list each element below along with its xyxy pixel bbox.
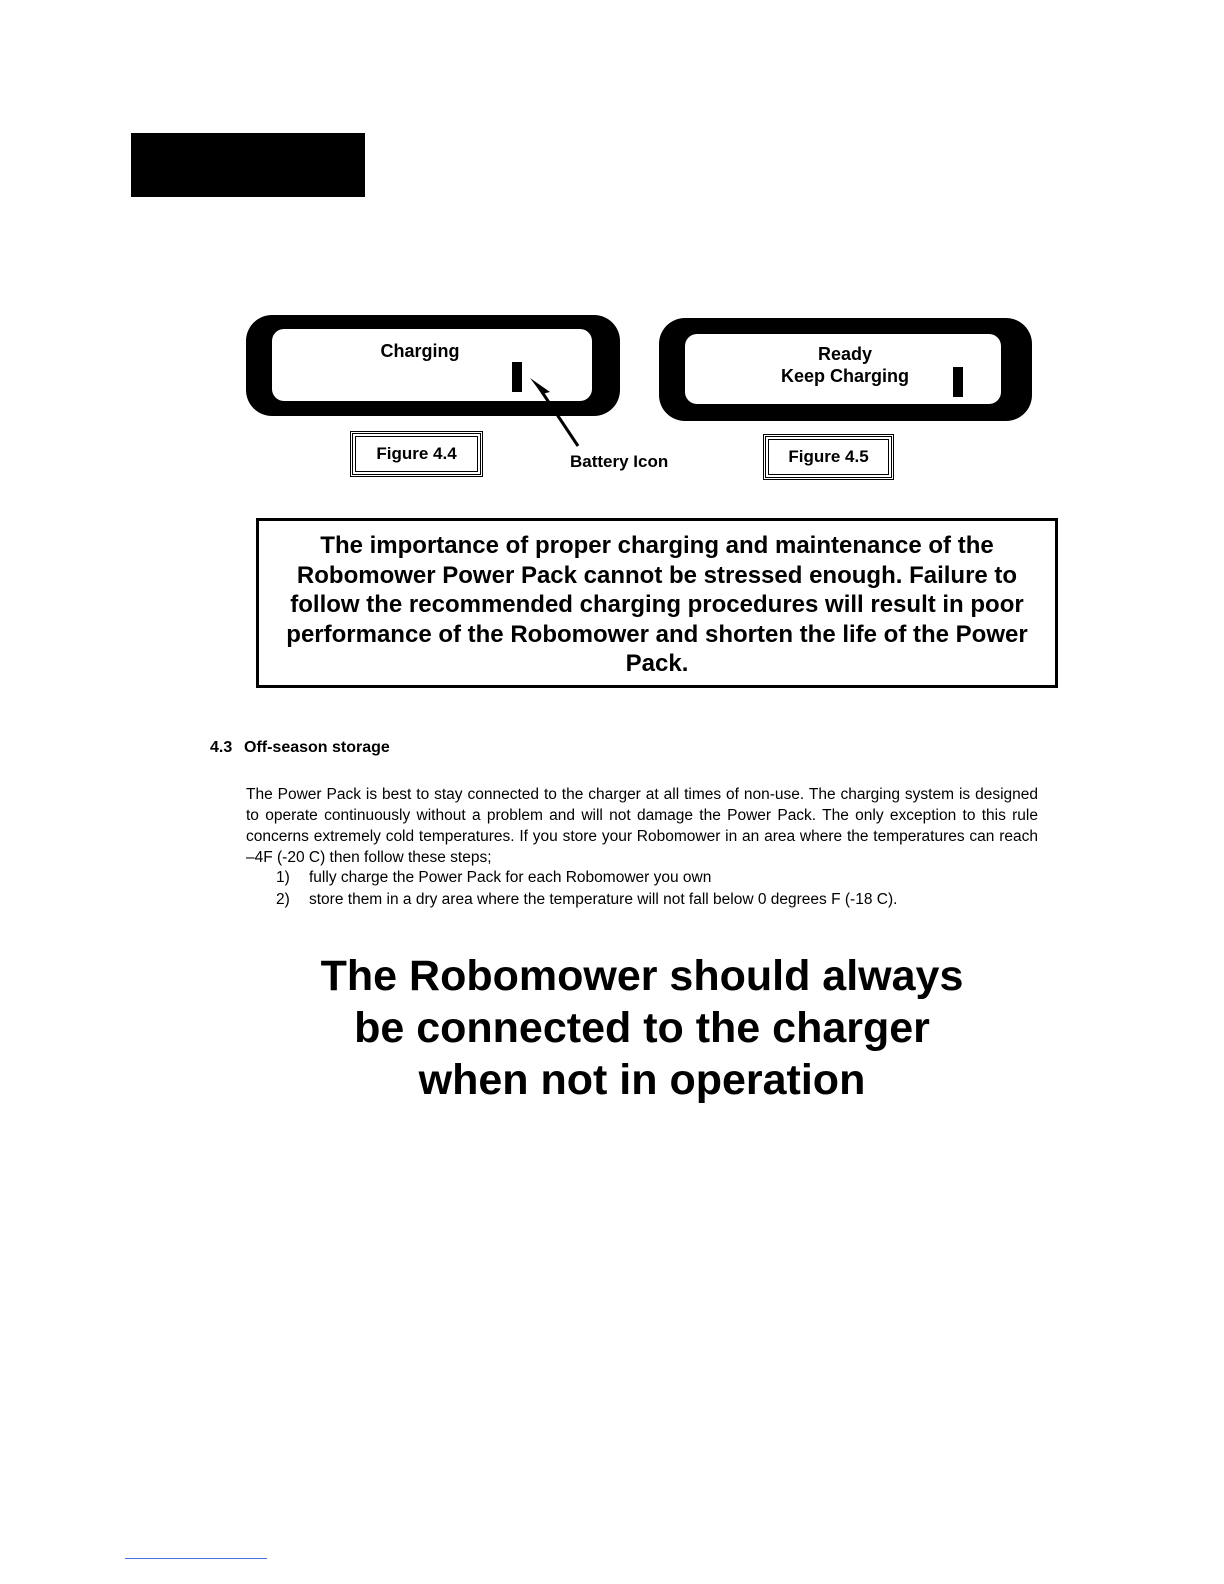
big-message bbox=[240, 950, 1044, 1106]
step-number: 2) bbox=[276, 890, 290, 908]
section-heading bbox=[210, 739, 390, 757]
big-message-line-3: when not in operation bbox=[418, 1056, 866, 1104]
pointer-arrow-icon bbox=[520, 370, 584, 450]
step-number: 1) bbox=[276, 869, 290, 886]
big-message-line-2: be connected to the charger bbox=[354, 1004, 930, 1052]
battery-icon bbox=[953, 367, 963, 397]
list-item bbox=[276, 889, 897, 911]
body-paragraph: The Power Pack is best to stay connected to the charger at all times of non-use. The charging system is designed to operate continuously without a problem and will not damage the Power Pack. The only exception to this rule concerns extremely cold temperatures. If you store your Robomower in an area where the temperatures can reach –4F (-20 C) then follow these steps; bbox=[246, 786, 1038, 866]
figure-4-4-label-text: Figure 4.4 bbox=[355, 436, 478, 472]
step-text: fully charge the Power Pack for each Robomower you own bbox=[309, 869, 712, 886]
list-item bbox=[276, 867, 897, 889]
figure-4-5-label bbox=[763, 434, 894, 480]
section-number: 4.3 bbox=[210, 739, 233, 756]
lcd-ready-text: Ready bbox=[817, 344, 873, 364]
big-message-line-1: The Robomower should always bbox=[320, 952, 964, 1000]
figure-4-4-label bbox=[350, 431, 483, 477]
warning-box: The importance of proper charging and maintenance of the Robomower Power Pack cannot be stressed enough. Failure to follow the recommended charging procedures will result in poor performance of the Robomower and shorten the life of the Power Pack. bbox=[256, 518, 1058, 688]
lcd-keep-charging-text: Keep Charging bbox=[780, 366, 909, 386]
lcd-charging-text: Charging bbox=[380, 341, 460, 361]
steps-list bbox=[276, 867, 897, 910]
footer-rule bbox=[125, 1558, 267, 1559]
redacted-header-block bbox=[131, 133, 365, 197]
step-text: store them in a dry area where the temperature will not fall below 0 degrees F (-18 C). bbox=[309, 890, 898, 908]
battery-icon-caption: Battery Icon bbox=[570, 452, 669, 471]
section-title: Off-season storage bbox=[244, 739, 390, 756]
figure-4-5-label-text: Figure 4.5 bbox=[768, 439, 889, 475]
